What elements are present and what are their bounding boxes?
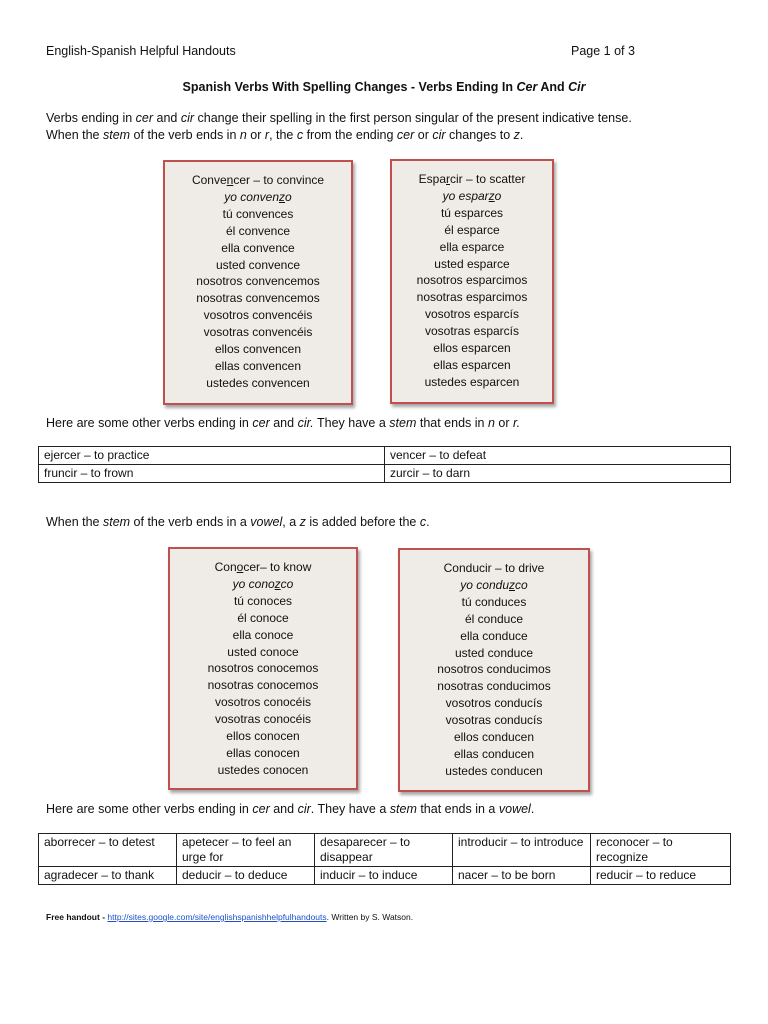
conjugation-form: ella esparce xyxy=(439,239,505,254)
verb-heading: Conducir – to drive xyxy=(443,561,545,575)
table-cell: introducir – to introduce xyxy=(453,834,591,867)
conjugation-form: nosotros convencemos xyxy=(196,274,320,289)
conjugation-form: vosotras conocéis xyxy=(214,712,312,727)
page-number: Page 1 of 3 xyxy=(571,44,635,58)
table-row xyxy=(39,465,731,483)
conjugation-form: ellos conducen xyxy=(453,730,535,745)
table-cell: vencer – to defeat xyxy=(385,447,731,465)
table-cell: zurcir – to darn xyxy=(385,465,731,483)
footer-credit: Free handout - http://sites.google.com/site/englishspanishhelpfulhandouts. Written by S. Watson. xyxy=(46,912,414,922)
table-cell: reconocer – to recognize xyxy=(591,834,731,867)
verb-heading: Convencer – to convince xyxy=(191,173,325,187)
conjugation-form: él conduce xyxy=(464,611,524,626)
yo-form: yo convenzo xyxy=(224,189,292,204)
conjugation-form: él conoce xyxy=(237,610,289,625)
conjugation-form: ellas esparcen xyxy=(433,357,511,372)
conjugation-form: nosotros conocemos xyxy=(207,661,319,676)
conjugation-form: usted conduce xyxy=(454,645,534,660)
vowel-stem-rule: When the stem of the verb ends in a vowel, a z is added before the c. xyxy=(46,515,430,529)
conjugation-form: nosotras conducimos xyxy=(437,679,551,694)
table-cell: ejercer – to practice xyxy=(39,447,385,465)
conjugation-form: tú conoces xyxy=(233,593,293,608)
conjugation-box-convencer xyxy=(163,160,353,405)
conjugation-form: usted convence xyxy=(215,257,301,272)
conjugation-form: vosotros conducís xyxy=(445,696,543,711)
conjugation-form: él esparce xyxy=(444,222,500,237)
conjugation-form: vosotros esparcís xyxy=(424,307,520,322)
conjugation-box-conducir xyxy=(398,548,590,792)
conjugation-form: nosotros conducimos xyxy=(437,662,551,677)
conjugation-form: vosotras conducís xyxy=(445,713,543,728)
table-cell: apetecer – to feel an urge for xyxy=(177,834,315,867)
table-cell: fruncir – to frown xyxy=(39,465,385,483)
yo-form: yo esparzo xyxy=(442,188,502,203)
other-verbs-vowel-intro: Here are some other verbs ending in cer and cir. They have a stem that ends in a vowel. xyxy=(46,802,535,816)
conjugation-form: ustedes convencen xyxy=(206,375,310,390)
conjugation-box-esparcir xyxy=(390,159,554,404)
conjugation-form: ellas conocen xyxy=(226,745,300,760)
conjugation-form: ellas convencen xyxy=(214,358,302,373)
verbs-table-n-r xyxy=(38,446,731,483)
verb-heading: Esparcir – to scatter xyxy=(418,172,526,186)
conjugation-form: ustedes conducen xyxy=(445,763,543,778)
conjugation-form: tú convences xyxy=(222,206,294,221)
conjugation-form: ella conduce xyxy=(460,628,528,643)
conjugation-form: ellas conducen xyxy=(453,746,535,761)
conjugation-box-conocer xyxy=(168,547,358,790)
conjugation-form: ella convence xyxy=(221,240,295,255)
conjugation-form: vosotros convencéis xyxy=(203,308,313,323)
conjugation-form: ella conoce xyxy=(232,627,294,642)
verbs-table-vowel xyxy=(38,833,731,885)
conjugation-form: vosotras esparcís xyxy=(424,324,520,339)
conjugation-form: nosotras conocemos xyxy=(207,678,319,693)
page-title: Spanish Verbs With Spelling Changes - Verbs Ending In Cer And Cir xyxy=(182,80,586,94)
conjugation-form: ustedes esparcen xyxy=(424,374,520,389)
table-cell: inducir – to induce xyxy=(315,867,453,885)
table-cell: deducir – to deduce xyxy=(177,867,315,885)
table-row xyxy=(39,834,731,867)
table-cell: desaparecer – to disappear xyxy=(315,834,453,867)
yo-form: yo conduzco xyxy=(460,577,528,592)
table-cell: nacer – to be born xyxy=(453,867,591,885)
table-row xyxy=(39,447,731,465)
conjugation-form: tú conduces xyxy=(461,594,527,609)
conjugation-form: usted esparce xyxy=(434,256,510,271)
conjugation-form: nosotras convencemos xyxy=(196,291,320,306)
table-cell: agradecer – to thank xyxy=(39,867,177,885)
conjugation-form: ustedes conocen xyxy=(217,762,309,777)
table-cell: aborrecer – to detest xyxy=(39,834,177,867)
table-row xyxy=(39,867,731,885)
conjugation-form: vosotros conocéis xyxy=(214,695,312,710)
other-verbs-n-r-intro: Here are some other verbs ending in cer and cir. They have a stem that ends in n or r. xyxy=(46,416,521,430)
verb-heading: Conocer– to know xyxy=(214,560,312,574)
table-cell: reducir – to reduce xyxy=(591,867,731,885)
conjugation-form: ellos esparcen xyxy=(433,341,511,356)
handout-site-link[interactable]: http://sites.google.com/site/englishspanishhelpfulhandouts xyxy=(107,912,327,922)
intro-line-1: Verbs ending in cer and cir change their spelling in the first person singular of the present indicative tense. xyxy=(46,111,632,125)
conjugation-form: vosotras convencéis xyxy=(203,325,313,340)
handout-series-title: English-Spanish Helpful Handouts xyxy=(46,44,236,58)
conjugation-form: ellos convencen xyxy=(214,342,302,357)
yo-form: yo conozco xyxy=(232,576,294,591)
conjugation-form: él convence xyxy=(225,223,291,238)
conjugation-form: usted conoce xyxy=(227,644,299,659)
conjugation-form: tú esparces xyxy=(440,205,504,220)
conjugation-form: nosotras esparcimos xyxy=(416,290,528,305)
conjugation-form: ellos conocen xyxy=(226,729,300,744)
intro-line-2: When the stem of the verb ends in n or r, the c from the ending cer or cir changes to z. xyxy=(46,128,524,142)
conjugation-form: nosotros esparcimos xyxy=(416,273,528,288)
